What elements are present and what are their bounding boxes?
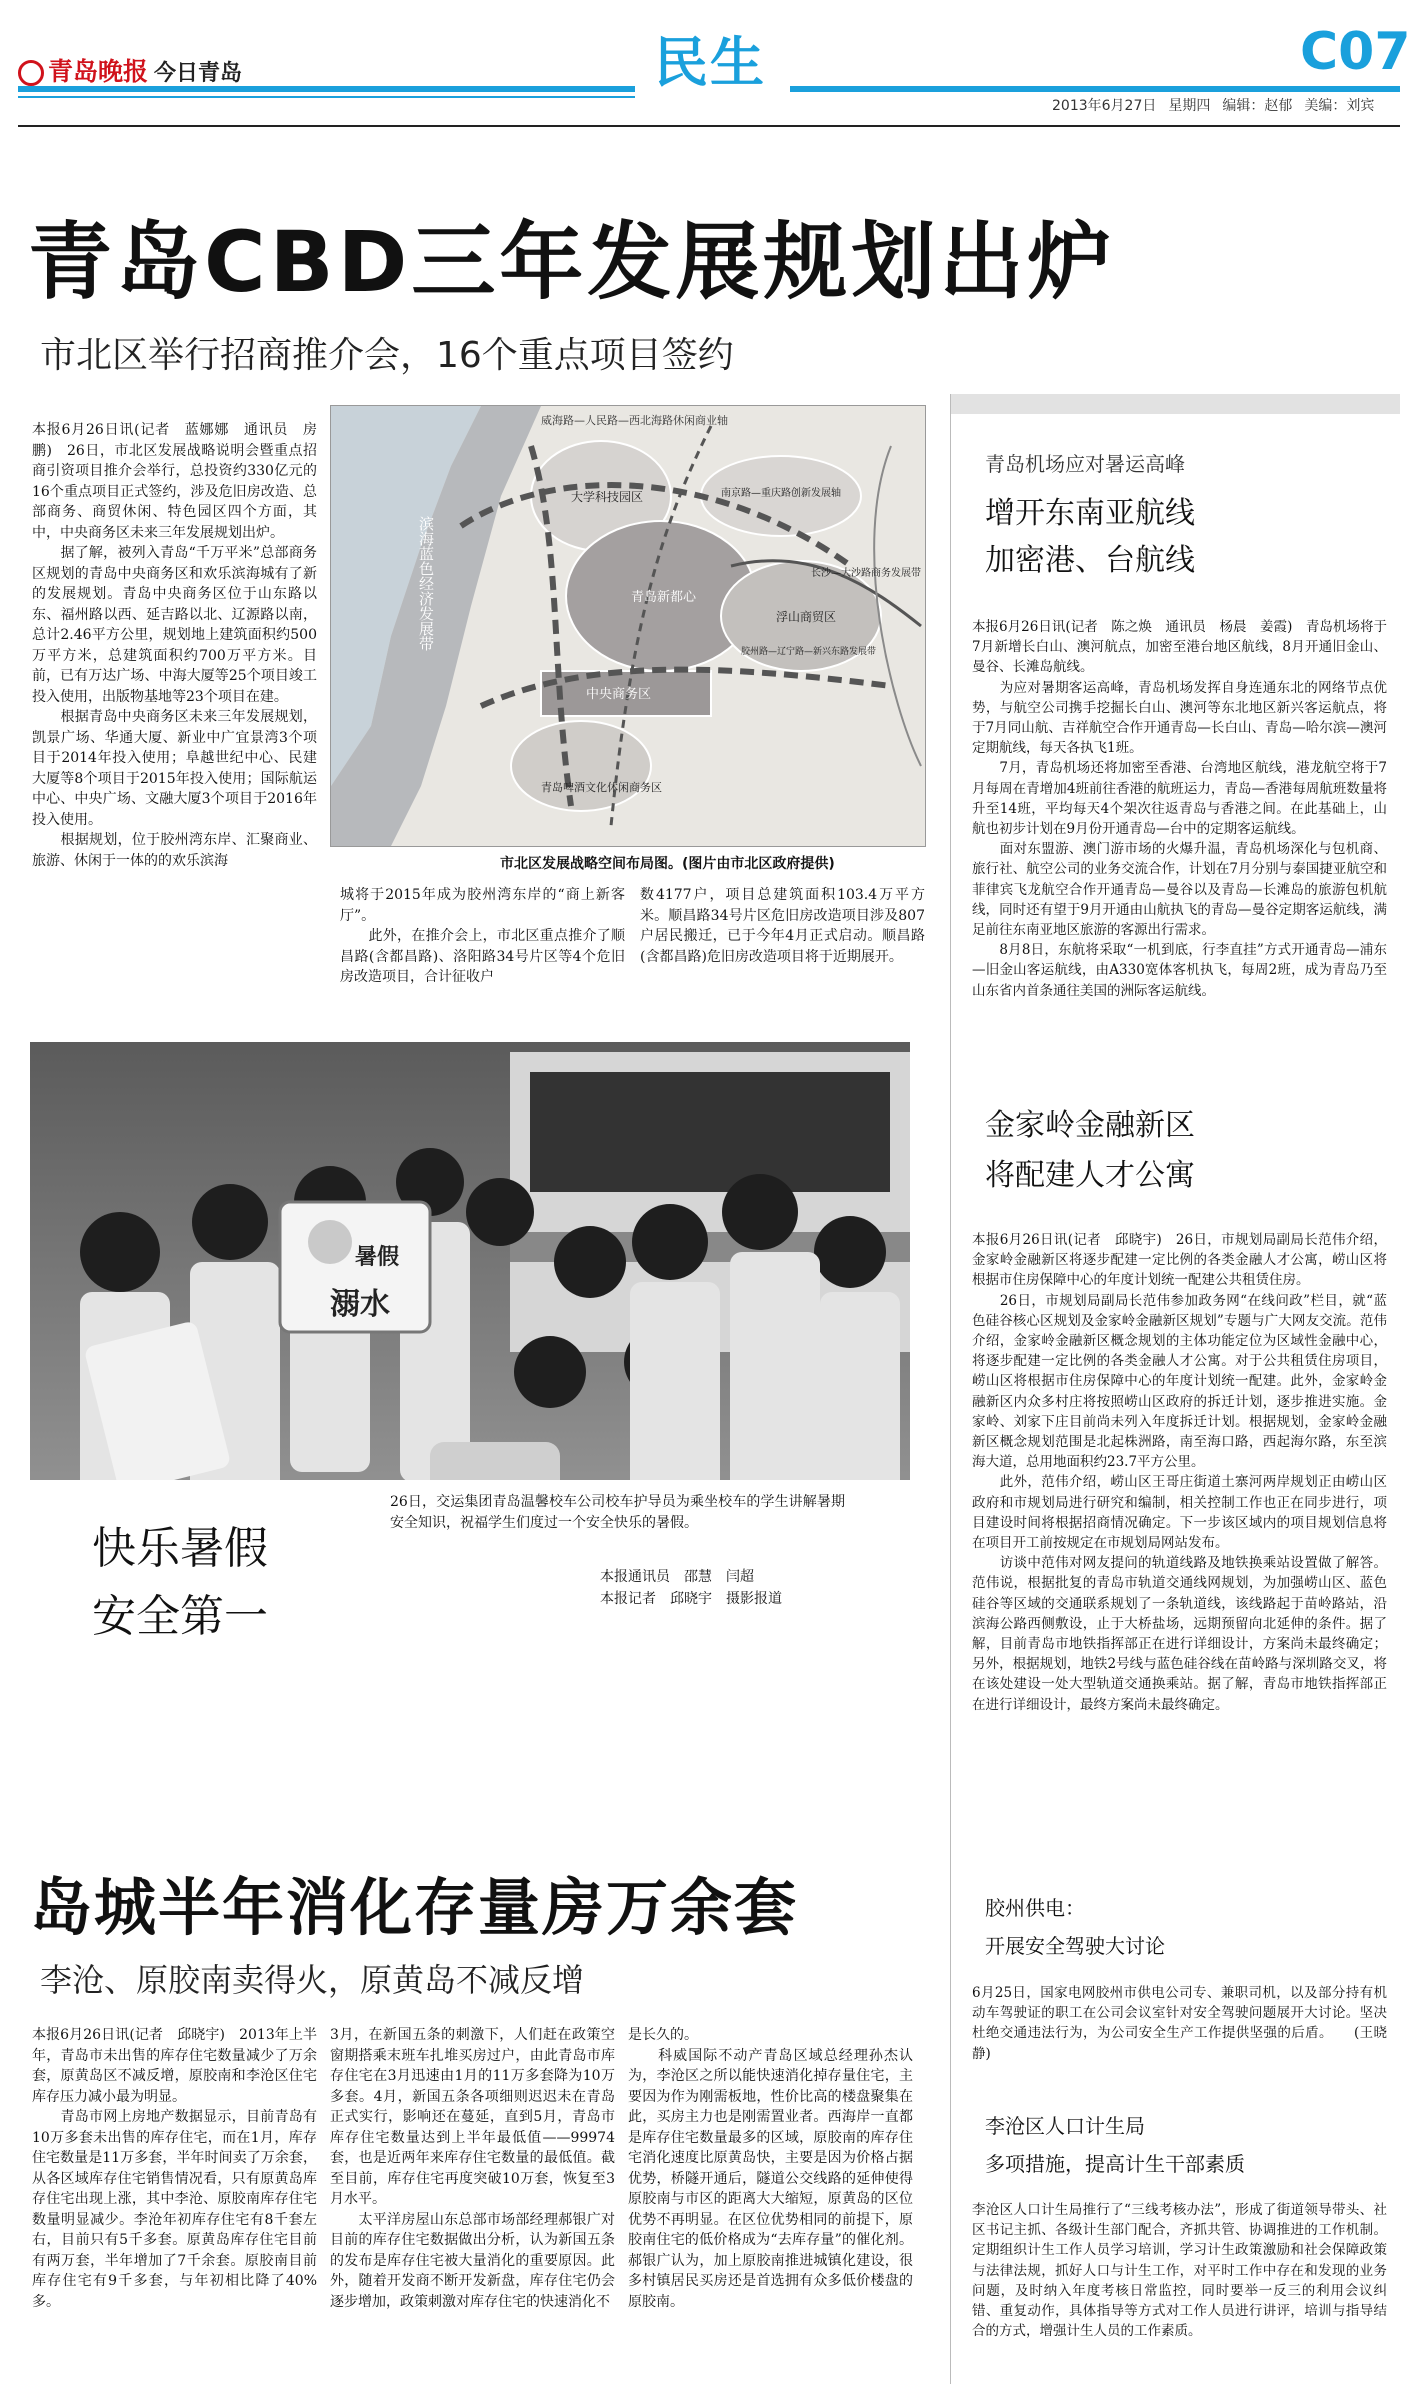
housing-subhead: 李沧、原胶南卖得火，原黄岛不减反增 bbox=[40, 1961, 585, 1999]
finance-title-line1: 金家岭金融新区 bbox=[985, 1108, 1195, 1143]
page-number: C07 bbox=[1300, 22, 1411, 82]
map-label-newcenter: 青岛新都心 bbox=[631, 590, 697, 605]
photo-credit-1: 本报通讯员 邵慧 闫超 bbox=[600, 1569, 754, 1585]
logo-ring-icon bbox=[18, 60, 44, 86]
issue-weekday: 星期四 bbox=[1168, 98, 1211, 114]
lead-body-col1: 本报6月26日讯(记者 蓝娜娜 通讯员 房鹏) 26日，市北区发展战略说明会暨重点招商引资项目推介会举行，总投资约330亿元的16个重点项目正式签约，涉及危旧房改造、总部商务、商贸休闲、特色园区四个方面，其中，中央商务区未来三年发展规划出炉。 据了解，被列入青岛“千万平米”总部商务区规划的青岛中央商务区和欢乐滨海城有了新的发展规划。青岛中央商务区位于山东路以东、福州路以西、延吉路以北、辽源路以南，总计2.46平方公里，规划地上建筑面积约500万平方米，总建筑面积约700万平方米。目前，已有万达广场、中海大厦等25个项目竣工投入使用，出版物基地等23个项目在建。 根据青岛中央商务区未来三年发展规划，凯景广场、华通大厦、新业中广宜景湾3个项目于2014年投入使用；阜越世纪中心、民建大厦等8个项目于2015年投入使用；国际航运中心、中央广场、文融大厦3个项目于2016年投入使用。 根据规划，位于胶州湾东岸、汇聚商业、旅游、休闲于一体的的欢乐滨海 bbox=[32, 422, 317, 869]
family-title-line1: 李沧区人口计生局 bbox=[985, 2114, 1145, 2138]
map-label-fushan: 浮山商贸区 bbox=[776, 610, 837, 624]
lead-headline: 青岛CBD三年发展规划出炉 bbox=[28, 213, 1116, 311]
newspaper-logo bbox=[18, 52, 242, 88]
housing-body-col1: 本报6月26日讯(记者 邱晓宇) 2013年上半年，青岛市未出售的库存住宅数量减少了万余套，原黄岛区不减反增，原胶南和李沧区住宅库存压力减小最为明显。 青岛市网上房地产数据显示，目前青岛有10万多套未出售的库存住宅，而在1月，库存住宅数量是11万多套，半年时间卖了万余套，从各区域库存住宅销售情况看，只有原黄岛库存住宅出现上涨，其中李沧、原胶南库存住宅数量明显减少。李沧年初库存住宅有8千套左右，目前只有5千多套。原黄岛库存住宅目前有两万套，半年增加了7千余套。原胶南目前库存住宅有9千多套，与年初相比降了40%多。 bbox=[32, 2027, 317, 2310]
map-label-jiaozhou: 胶州路—辽宁路—新兴东路发展带 bbox=[741, 647, 877, 657]
photo-sign-top: 暑假 bbox=[355, 1245, 400, 1270]
header-rule-left-thin bbox=[18, 96, 635, 98]
map-label-cbd: 中央商务区 bbox=[586, 687, 652, 702]
map-caption: 市北区发展战略空间布局图。(图片由市北区政府提供) bbox=[500, 856, 835, 872]
photo-caption-area bbox=[30, 1480, 910, 1740]
header-rule-left bbox=[18, 86, 635, 92]
power-title-line1: 胶州供电： bbox=[985, 1896, 1085, 1920]
map-label-culture: 青岛啤酒文化休闲商务区 bbox=[541, 781, 662, 794]
header-rule-right bbox=[790, 86, 1400, 92]
family-title-line2: 多项措施，提高计生干部素质 bbox=[985, 2152, 1245, 2176]
housing-headline: 岛城半年消化存量房万余套 bbox=[30, 1871, 799, 1944]
finance-title-line2: 将配建人才公寓 bbox=[985, 1158, 1195, 1193]
power-body: 6月25日，国家电网胶州市供电公司专、兼职司机，以及部分持有机动车驾驶证的职工在公司会议室针对安全驾驶问题展开大讨论。坚决杜绝交通违法行为，为公司安全生产工作提供坚强的后盾。 (王晓静) bbox=[972, 1985, 1387, 2062]
photo-title-line2: 安全第一 bbox=[92, 1591, 268, 1642]
editor-credit: 编辑：赵郁 bbox=[1222, 98, 1293, 114]
map-label-north-axis: 南京路—重庆路创新发展轴 bbox=[721, 488, 841, 499]
airport-title-line1: 增开东南亚航线 bbox=[985, 496, 1195, 531]
designer-credit: 美编：刘宾 bbox=[1304, 98, 1375, 114]
logo-text: 青岛晚报 bbox=[48, 57, 149, 86]
photo-sign-bottom: 溺水 bbox=[330, 1287, 390, 1322]
lead-subhead: 市北区举行招商推介会，16个重点项目签约 bbox=[40, 335, 734, 376]
sidebar-divider bbox=[950, 394, 951, 2384]
map-label-sci: 大学科技园区 bbox=[571, 490, 644, 504]
photo-title-line1: 快乐暑假 bbox=[92, 1523, 268, 1574]
photo-caption: 26日，交运集团青岛温馨校车公司校车护导员为乘坐校车的学生讲解暑期安全知识，祝福学生们度过一个安全快乐的暑假。 bbox=[390, 1494, 845, 1531]
airport-title-line2: 加密港、台航线 bbox=[985, 543, 1195, 578]
map-label-top: 威海路—人民路—西北海路休闲商业轴 bbox=[541, 414, 728, 427]
map-label-changsha: 长沙—大沙路商务发展带 bbox=[811, 568, 921, 579]
top-frame-rule bbox=[18, 125, 1400, 127]
power-title-line2: 开展安全驾驶大讨论 bbox=[985, 1934, 1165, 1958]
housing-body-col3: 是长久的。 科威国际不动产青岛区域总经理孙杰认为，李沧区之所以能快速消化掉存量住宅，主要因为作为刚需板地，性价比高的楼盘聚集在此，买房主力也是刚需置业者。西海岸一直都是库存住宅数量最多的区域，原胶南的库存住宅消化速度比原黄岛快，主要是因为价格占据优势，桥隧开通后，隧道公交线路的延伸使得原胶南与市区的距离大大缩短，原黄岛的区位优势不再明显。在区位优势相同的前提下，原胶南住宅的低价格成为“去库存量”的催化剂。郝银广认为，加上原胶南推进城镇化建设，很多村镇居民买房还是首选拥有众多低价楼盘的原胶南。 bbox=[628, 2027, 913, 2310]
logo-tagline: 今日青岛 bbox=[154, 61, 243, 86]
map-label-coast: 滨海蓝色经济发展带 bbox=[417, 516, 435, 651]
issue-date: 2013年6月27日 bbox=[1052, 98, 1157, 114]
housing-body-col2: 3月，在新国五条的刺激下，人们赶在政策空窗期搭乘末班车扎堆买房过户，由此青岛市库存住宅在3月迅速由1月的11万多套降为10万多套。4月，新国五条各项细则迟迟未在青岛正式实行，影响还在蔓延，直到5月，青岛市库存住宅数量达到上半年最低值——99974套，也是近两年来库存住宅数量的最低值。截至目前，库存住宅再度突破10万套，恢复至3月水平。 太平洋房屋山东总部市场部经理郝银广对目前的库存住宅数据做出分析，认为新国五条的发布是库存住宅被大量消化的重要原因。此外，随着开发商不断开发新盘，库存住宅仍会逐步增加，政策刺激对库存住宅的快速消化不 bbox=[330, 2027, 615, 2310]
airport-body: 本报6月26日讯(记者 陈之焕 通讯员 杨晨 姜霞) 青岛机场将于7月新增长白山、澳河航点，加密至港台地区航线，8月开通旧金山、曼谷、长滩岛航线。 为应对暑期客运高峰，青岛机场发挥自身连通东北的网络节点优势，与航空公司携手挖掘长白山、澳河等东北地区新兴客运航点，将于7月同山航、吉祥航空合作开通青岛—长白山、青岛—哈尔滨—澳河定期航线，每天各执飞1班。 7月，青岛机场还将加密至香港、台湾地区航线，港龙航空将于7月每周在青增加4班前往香港的航班运力，青岛—香港每周航班数量将升至14班，平均每天4个架次往返青岛与香港之间。在此基础上，山航也初步计划在9月份开通青岛—台中的定期客运航线。 面对东盟游、澳门游市场的火爆升温，青岛机场深化与包机商、旅行社、航空公司的业务交流合作，计划在7月分别与泰国捷亚航空和菲律宾飞龙航空合作开通青岛—曼谷以及青岛—长滩岛的旅游包机航线，同时还有望于9月开通由山航执飞的青岛—曼谷定期客运航线，满足前往东南亚地区旅游的客源出行需求。 8月8日，东航将采取“一机到底，行李直挂”方式开通青岛—浦东—旧金山客运航线，由A330宽体客机执飞，每周2班，成为青岛乃至山东省内首条通往美国的洲际客运航线。 bbox=[972, 619, 1387, 999]
sidebar-top-band bbox=[950, 394, 1400, 414]
lead-body-col3: 数4177户，项目总建筑面积103.4万平方米。顺昌路34号片区危旧房改造项目涉及807户居民搬迁，已于今年4月正式启动。顺昌路(含都昌路)危旧房改造项目将于近期展开。 bbox=[640, 887, 925, 965]
photo-credit-2: 本报记者 邱晓宇 摄影报道 bbox=[600, 1591, 782, 1607]
finance-body: 本报6月26日讯(记者 邱晓宇) 26日，市规划局副局长范伟介绍，金家岭金融新区将逐步配建一定比例的各类金融人才公寓，崂山区将根据市住房保障中心的年度计划统一配建公共租赁住房。 26日，市规划局副局长范伟参加政务网“在线问政”栏目，就“蓝色硅谷核心区规划及金家岭金融新区规划”专题与广大网友交流。范伟介绍，金家岭金融新区概念规划的主体功能定位为区域性金融中心，将逐步配建一定比例的各类金融人才公寓。对于公共租赁住房项目，崂山区将根据市住房保障中心的年度计划统一配建。此外，金家岭金融新区内众多村庄将按照崂山区政府的拆迁计划，逐步推进实施。金家岭、刘家下庄目前尚未列入年度拆迁计划。根据规划，金家岭金融新区概念规划范围是北起株洲路，南至海口路，西起海尔路，东至滨海大道，总用地面积约23.7平方公里。 此外，范伟介绍，崂山区王哥庄街道土寨河两岸规划正由崂山区政府和市规划局进行研究和编制，相关控制工作也正在同步进行，项目建设时间将根据招商情况确定。下一步该区域内的项目规划信息将在项目开工前按规定在市规划局网站发布。 访谈中范伟对网友提问的轨道线路及地铁换乘站设置做了解答。范伟说，根据批复的青岛市轨道交通线网规划，为加强崂山区、蓝色硅谷等区域的交通联系规划了一条轨道线，该线路起于苗岭路站，沿滨海公路西侧敷设，止于大桥盐场，远期预留向北延伸的条件。据了解，目前青岛市地铁指挥部正在进行详细设计，方案尚未最终确定；另外，根据规划，地铁2号线与蓝色硅谷线在苗岭路与深圳路交叉，将在该处建设一处大型轨道交通换乘站。据了解，青岛市地铁指挥部正在进行详细设计，最终方案尚未最终确定。 bbox=[972, 1232, 1387, 1713]
lead-body-col2: 城将于2015年成为胶州湾东岸的“商上新客厅”。 此外，在推介会上，市北区重点推介了顺昌路(含都昌路)、洛阳路34号片区等4个危旧房改造项目，合计征收户 bbox=[340, 887, 625, 985]
map-graphic bbox=[331, 406, 925, 846]
section-name: 民生 bbox=[654, 31, 766, 94]
family-body: 李沧区人口计生局推行了“三线考核办法”，形成了街道领导带头、社区书记主抓、各级计生部门配合，齐抓共管、协调推进的工作机制。定期组织计生工作人员学习培训，学习计生政策激励和社会保障政策与法律法规，抓好人口与计生工作，对平时工作中存在和发现的业务问题，及时纳入年度考核日常监控，同时要举一反三的利用会议纠错、重复动作，具体指导等方式对工作人员进行讲评，培训与指导结合的方式，增强计生人员的工作素质。 bbox=[972, 2202, 1387, 2340]
strategy-map bbox=[330, 405, 926, 847]
airport-kicker: 青岛机场应对暑运高峰 bbox=[985, 452, 1185, 476]
header-info bbox=[1052, 95, 1386, 115]
